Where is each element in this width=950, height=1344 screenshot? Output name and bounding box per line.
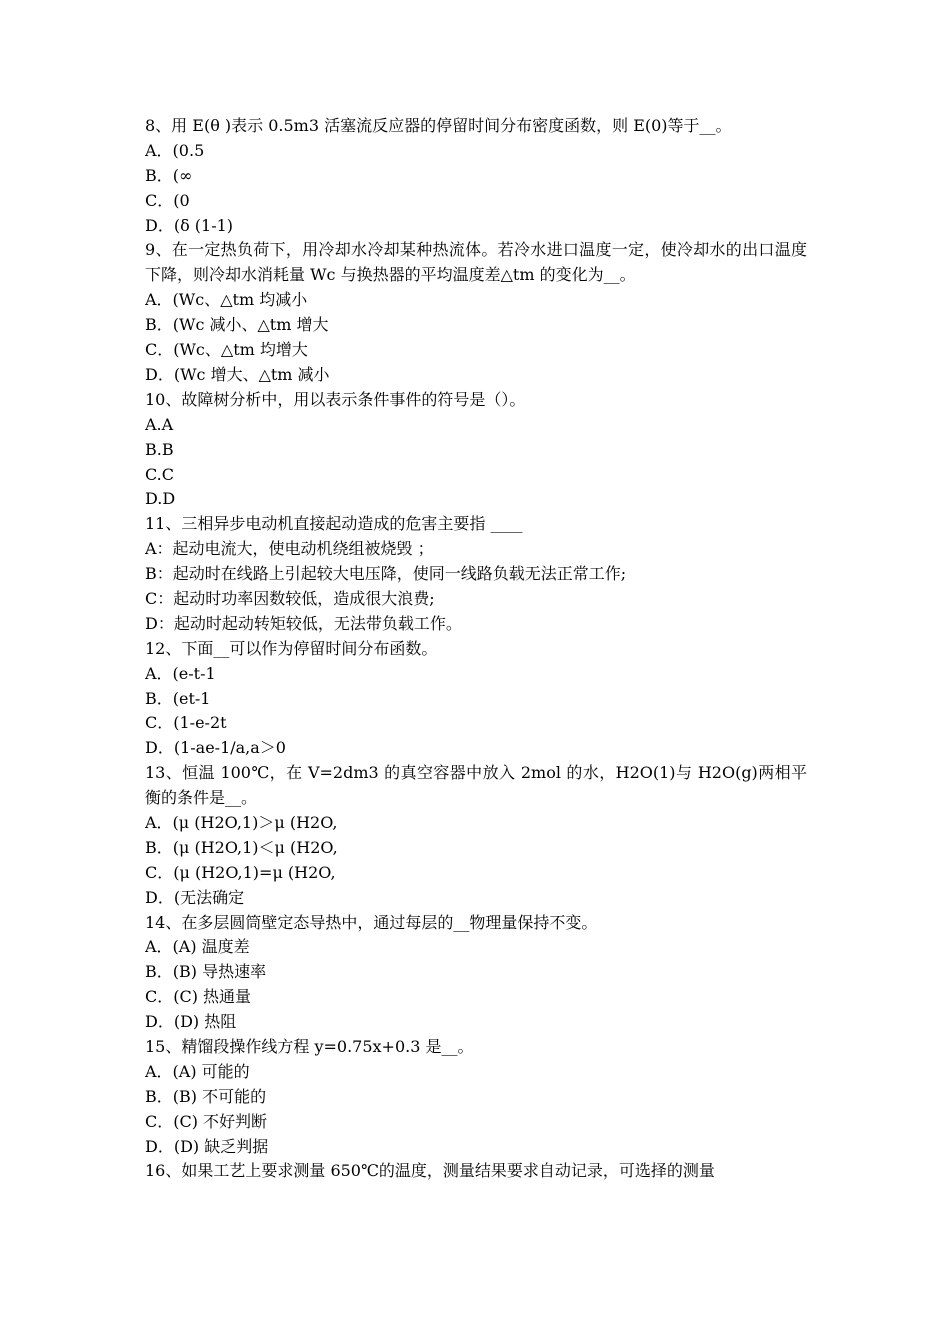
option-b: B．(μ (H2O,1)＜μ (H2O,: [145, 837, 338, 857]
option-d: D．(D) 热阻: [145, 1012, 237, 1032]
option-a: A．(μ (H2O,1)＞μ (H2O,: [145, 813, 338, 832]
option-c: C．(μ (H2O,1)=μ (H2O,: [145, 862, 336, 882]
option-b: B．(et-1: [145, 688, 211, 708]
question-14: 14、在多层圆筒壁定态导热中，通过每层的__物理量保持不变。: [145, 912, 598, 932]
option-b: B．(Wc 减小、△tm 增大: [145, 315, 329, 335]
option-a: A．(A) 可能的: [145, 1061, 250, 1081]
option-b: B．(B) 不可能的: [145, 1086, 267, 1106]
option-d: D．(Wc 增大、△tm 减小: [145, 364, 330, 384]
option-d: D：起动时起动转矩较低，无法带负载工作。: [145, 613, 462, 633]
option-b: B．(∞: [145, 165, 193, 185]
option-d: D．(δ (1-1): [145, 215, 234, 235]
option-a: A．(0.5: [145, 140, 205, 160]
option-c: C.C: [145, 464, 174, 484]
option-b: B：起动时在线路上引起较大电压降，使同一线路负载无法正常工作;: [145, 564, 627, 584]
question-15: 15、精馏段操作线方程 y=0.75x+0.3 是__。: [145, 1037, 474, 1057]
question-9: 9、在一定热负荷下，用冷却水冷却某种热流体。若冷水进口温度一定，使冷却水的出口温度下降，则冷却水消耗量 Wc 与换热器的平均温度差△tm 的变化为__。: [145, 240, 807, 285]
option-a: A.A: [145, 414, 174, 434]
document-body: [145, 114, 807, 1184]
option-b: B．(B) 导热速率: [145, 962, 267, 982]
question-10: 10、故障树分析中，用以表示条件事件的符号是（）。: [145, 389, 526, 409]
option-a: A．(e-t-1: [145, 663, 216, 683]
option-a: A．(A) 温度差: [145, 937, 250, 957]
option-c: C．(0: [145, 190, 190, 210]
option-c: C．(C) 不好判断: [145, 1111, 268, 1131]
option-d: D.D: [145, 489, 176, 509]
option-d: D．(1-ae-1/a,a＞0: [145, 738, 286, 758]
option-c: C．(Wc、△tm 均增大: [145, 340, 308, 360]
question-8: 8、用 E(θ )表示 0.5m3 活塞流反应器的停留时间分布密度函数，则 E(0)等于__。: [145, 116, 732, 135]
option-d: D．(无法确定: [145, 887, 245, 907]
option-c: C：起动时功率因数较低，造成很大浪费;: [145, 588, 435, 608]
option-d: D．(D) 缺乏判据: [145, 1136, 269, 1156]
option-a: A：起动电流大，使电动机绕组被烧毁 ；: [145, 539, 434, 559]
question-16: 16、如果工艺上要求测量 650℃的温度，测量结果要求自动记录，可选择的测量: [145, 1161, 715, 1181]
option-c: C．(1-e-2t: [145, 713, 227, 733]
question-12: 12、下面__可以作为停留时间分布函数。: [145, 638, 438, 658]
option-c: C．(C) 热通量: [145, 987, 252, 1007]
question-11: 11、三相异步电动机直接起动造成的危害主要指 ____: [145, 514, 523, 534]
question-13: 13、恒温 100℃，在 V=2dm3 的真空容器中放入 2mol 的水，H2O(1)与 H2O(g)两相平衡的条件是__。: [145, 763, 807, 808]
option-b: B.B: [145, 439, 174, 459]
option-a: A．(Wc、△tm 均减小: [145, 290, 308, 310]
